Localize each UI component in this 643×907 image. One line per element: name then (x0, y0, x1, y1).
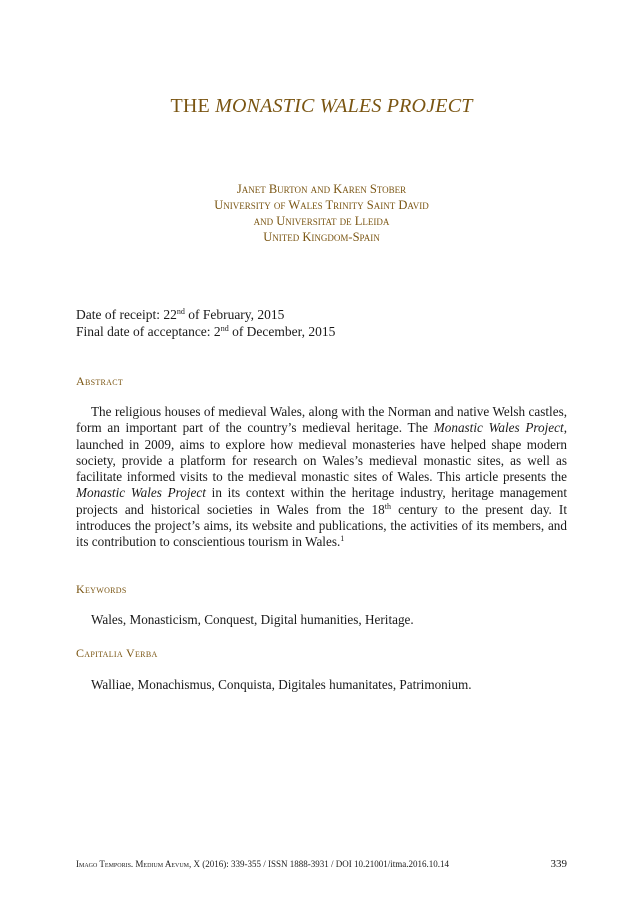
abstract-italic-1: Monastic Wales Project (433, 420, 564, 436)
footer-citation: , X (2016): 339-355 / ISSN 1888-3931 / DOI 10.21001/itma.2016.10.14 (189, 859, 450, 869)
abstract-italic-2: Monastic Wales Project (76, 485, 206, 501)
title-italic: MONASTIC WALES PROJECT (215, 95, 473, 117)
date-acceptance (76, 324, 335, 341)
footer-journal: Imago Temporis. Medium Aevum (76, 859, 190, 869)
keywords-heading: Keywords (76, 582, 127, 596)
author-affiliation-1: University of Wales Trinity Saint David (214, 198, 429, 212)
author-country: United Kingdom-Spain (263, 230, 380, 244)
date-receipt-sup: nd (176, 307, 185, 316)
capitalia-heading: Capitalia Verba (76, 646, 158, 660)
author-block (0, 181, 643, 245)
abstract-part-1: The religious houses of medieval Wales, along with the Norman and native Welsh castles, form an important part of the country’s medieval heritage. The (76, 404, 567, 436)
author-names: Janet Burton and Karen Stober (236, 182, 407, 196)
page-footer (76, 859, 567, 869)
date-acceptance-sup: nd (220, 323, 229, 333)
date-acceptance-text: Final date of acceptance: 2 (76, 323, 221, 339)
abstract-part-3: in its context within the heritage industry, heritage management projects and historical societies in Wales from the 18 (76, 485, 567, 517)
abstract-text (76, 404, 567, 551)
date-receipt (76, 307, 335, 324)
abstract-heading: Abstract (76, 374, 124, 388)
abstract-part-4: century to the present day. It introduces the project’s aims, its website and publications, the activities of its members, and its contribution to conscientious tourism in Wales. (76, 501, 567, 550)
keywords-text: Wales, Monasticism, Conquest, Digital humanities, Heritage. (91, 612, 414, 627)
date-receipt-rest: of February, 2015 (184, 307, 285, 322)
dates-block (76, 307, 335, 340)
capitalia-text: Walliae, Monachismus, Conquista, Digitales humanitates, Patrimonium. (91, 677, 472, 692)
abstract-part-2: , launched in 2009, aims to explore how medieval monasteries have helped shape modern society, provide a platform for research on Wales’s medieval monastic sites, as well as facilitate informed visits to the medieval monastic sites of Wales. This article presents the (76, 420, 567, 485)
abstract-sup-th: th (384, 501, 391, 511)
article-title (0, 95, 643, 118)
title-prefix: THE (170, 95, 216, 117)
page-number: 339 (550, 858, 567, 870)
date-receipt-text: Date of receipt: 22 (76, 307, 177, 322)
footnote-ref-1[interactable]: 1 (340, 534, 345, 544)
date-acceptance-rest: of December, 2015 (228, 323, 336, 339)
author-affiliation-2: and Universitat de Lleida (253, 214, 390, 228)
